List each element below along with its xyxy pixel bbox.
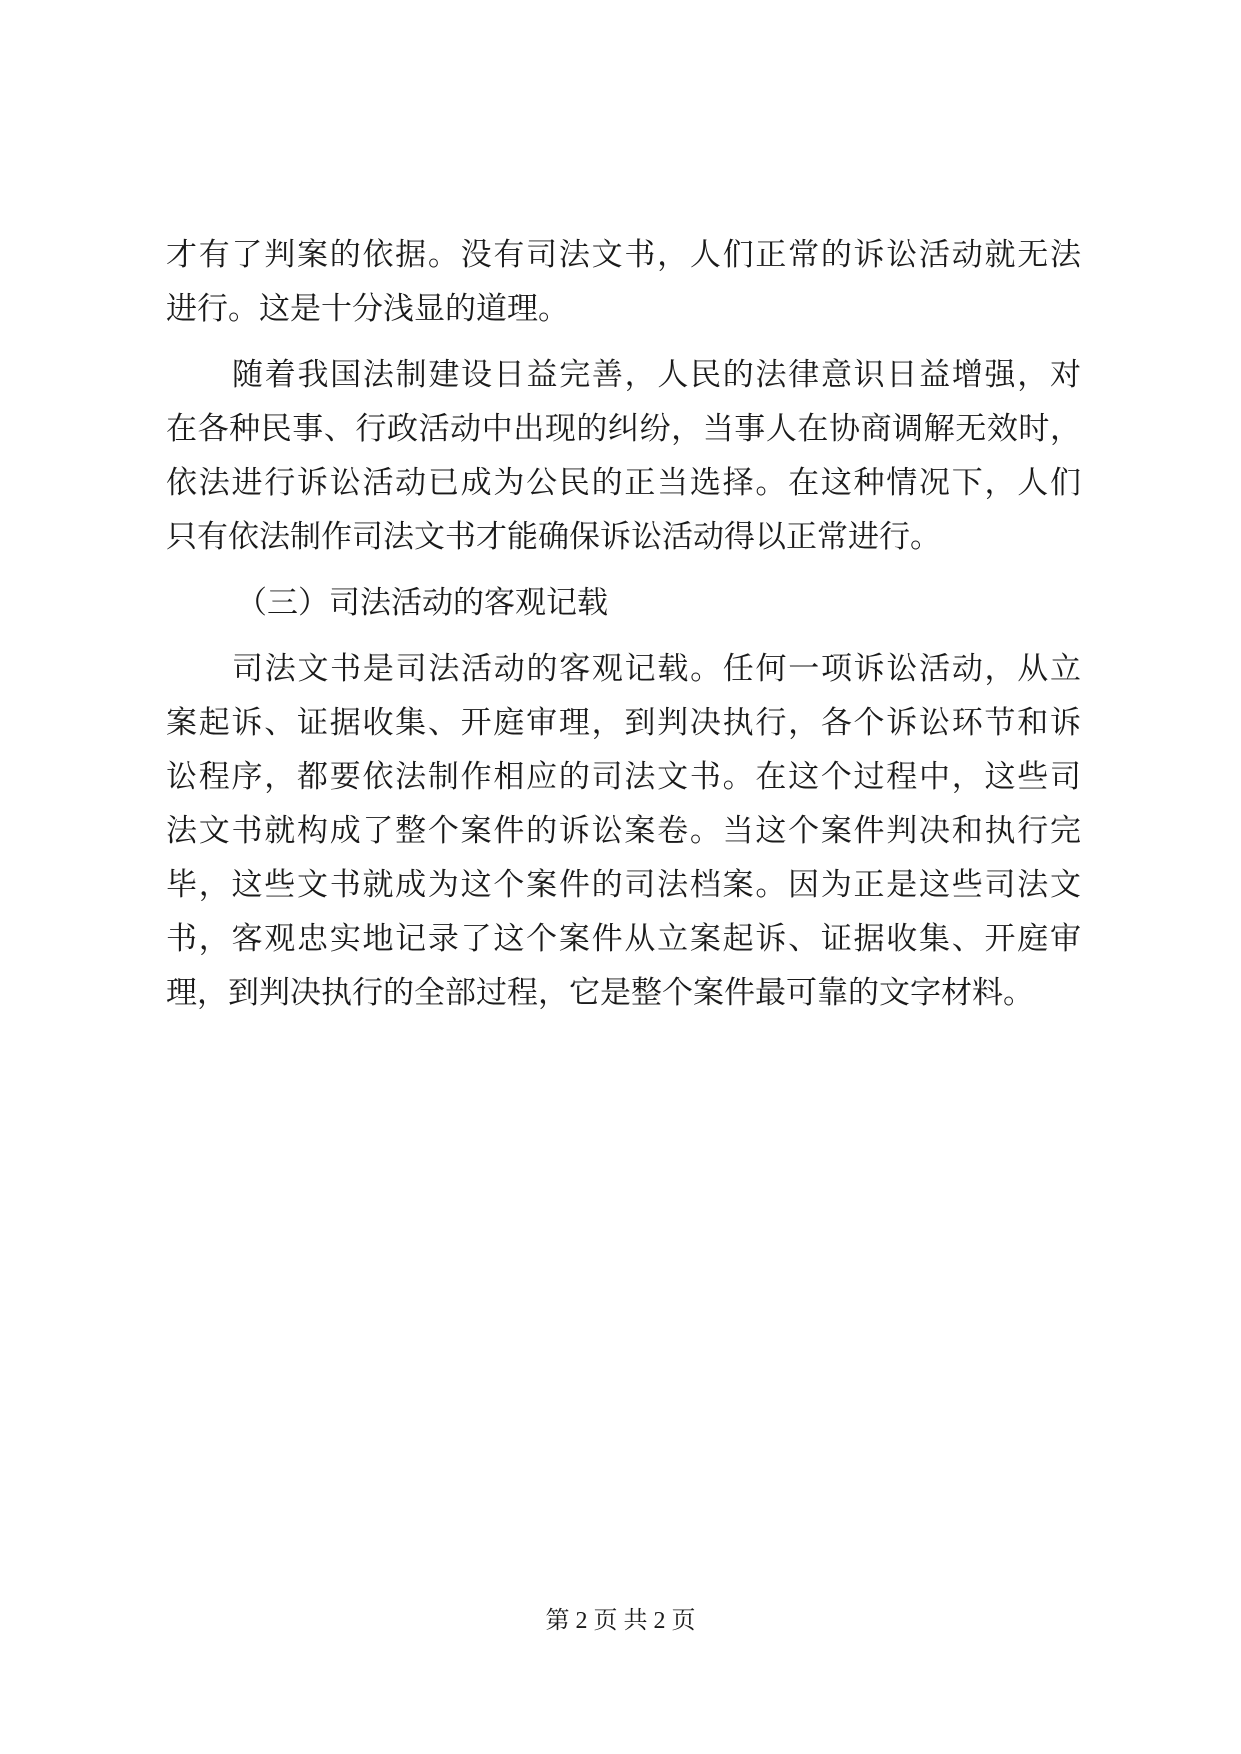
paragraph-line: 随着我国法制建设日益完善，人民的法律意识日益增强，对 [232,357,1081,393]
section-heading: （三）司法活动的客观记载 [236,585,608,621]
paragraph-line: 在各种民事、行政活动中出现的纠纷，当事人在协商调解无效时， [166,411,1081,447]
paragraph-line: 毕，这些文书就成为这个案件的司法档案。因为正是这些司法文 [166,867,1081,903]
paragraph-line: 书，客观忠实地记录了这个案件从立案起诉、证据收集、开庭审 [166,921,1081,957]
document-body [166,228,1081,1020]
paragraph-line: 法文书就构成了整个案件的诉讼案卷。当这个案件判决和执行完 [166,813,1081,849]
paragraph-line: 才有了判案的依据。没有司法文书，人们正常的诉讼活动就无法 [166,237,1081,273]
paragraph-line: 司法文书是司法活动的客观记载。任何一项诉讼活动，从立 [232,651,1081,687]
paragraph-line: 讼程序，都要依法制作相应的司法文书。在这个过程中，这些司 [166,759,1081,795]
paragraph-line: 案起诉、证据收集、开庭审理，到判决执行，各个诉讼环节和诉 [166,705,1081,741]
paragraph-line: 依法进行诉讼活动已成为公民的正当选择。在这种情况下，人们 [166,465,1081,501]
paragraph-line: 理，到判决执行的全部过程，它是整个案件最可靠的文字材料。 [166,975,1034,1011]
paragraph-line: 只有依法制作司法文书才能确保诉讼活动得以正常进行。 [166,519,941,555]
page-number-footer: 第 2 页 共 2 页 [545,1608,696,1634]
paragraph-line: 进行。这是十分浅显的道理。 [166,291,569,327]
